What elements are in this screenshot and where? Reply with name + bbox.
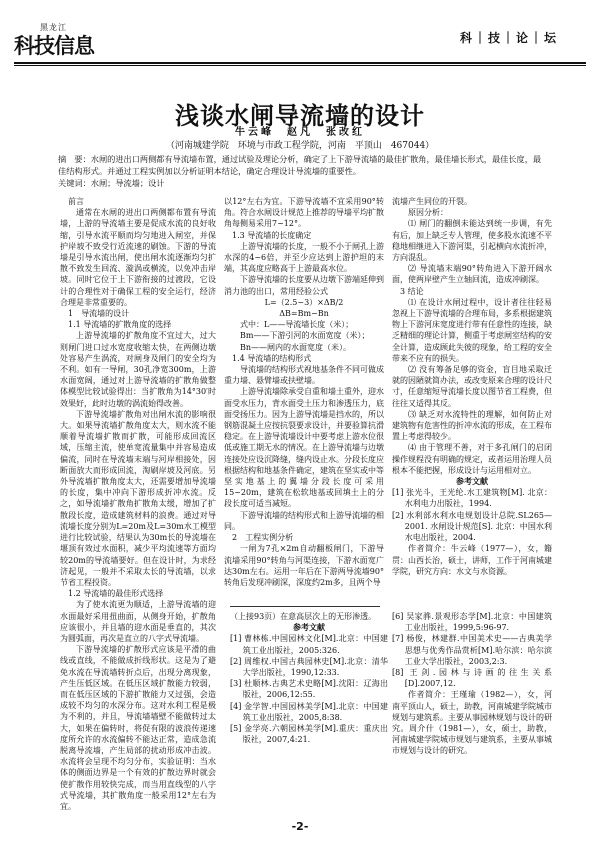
col1-paragraph: 前言 [68, 197, 84, 206]
header-rule [14, 62, 586, 64]
col3-paragraph: ⑶ 缺乏对水流特性的理解，如何防止对建筑物有危害性的折冲水流的形成，在工程布置上考虑得较少。 [392, 409, 552, 442]
col5-paragraph: [8] 王剑.园林与诗画的往生关系[D].2007,12. [392, 668, 552, 689]
col3-paragraph: ⑴ 闸门的翻倒未能达到统一步调，有先有后，加上缺乏专人管理，使多股水流速不平稳地相继进入下游河渠，引起横向水流折冲，方向混乱。 [392, 219, 552, 263]
col2-paragraph: 以12°左右为宜。下游导流墙不宜采用90°转角。符合水闸设计规范上推荐的导墙平均扩散角每侧易采用7~12°。 [224, 197, 384, 229]
col4-paragraph: 参考文献 [293, 623, 325, 633]
col1-paragraph: 1 导流墙的设计 [68, 309, 130, 319]
logo-text: 科技信息 [14, 34, 94, 58]
paper-title: 浅谈水闸导流墙的设计 [175, 102, 425, 130]
column-1 [60, 196, 216, 812]
column-3 [392, 196, 552, 577]
col2-paragraph: 一闸为7孔×2m自动翻板闸门，下游导流墙采用90°转角与河渠连接，下游水面宽广达30m左右。运用一年后在下游两导流墙90°转角后发现冲刷深，深度约2m多，且两个导 [224, 544, 384, 587]
affiliation: （河南城建学院 环境与市政工程学院，河南 平顶山 467044） [165, 141, 435, 151]
col2-paragraph: 下游导流墙的结构形式和上游导流墙的相同。 [224, 510, 384, 531]
col4-paragraph: [4] 金学智.中国园林美学[M].北京：中国建筑工业出版社，2005,8:38. [230, 701, 388, 722]
col1-paragraph: 为了使水流更为顺适，上游导流墙的迎水面最好采用扭曲面，从侧身开始，扩散角应该很小，并且墙的迎水面是垂直的，其次为圆弧面，再次是直立的八字式导流墙。 [60, 600, 216, 643]
col3-paragraph: ⑷ 由于管理不善，对于多孔闸门的启闭操作规程没有明确的规定，或者运用治理人员根本不能把握，形成设计与运用相对立。 [392, 443, 552, 475]
col1-paragraph: 1.2 导流墙的最佳形式选择 [68, 589, 164, 599]
col4-paragraph: [5] 金学亮.六朝园林美学[M].重庆：重庆出版社，2007,4:21. [230, 724, 388, 745]
section-label: 科｜技｜论｜坛 [460, 31, 559, 45]
col2-paragraph: Bm——下游引河的水面宽度（米）； [240, 331, 370, 341]
col2-paragraph: 导流墙的结构形式视地基条件不同可做成重力墙、悬臂墙或扶壁墙。 [224, 365, 384, 386]
abstract: 摘 要：水闸的进出口两侧都有导流墙布置，通过试验及理论分析，确定了上下游导流墙的最佳扩散角，最佳墙长形式，最佳长度，最佳结构形式。并通过工程实例加以分析证明本结论，确定合理设计导流墙的重要性。 [58, 154, 542, 176]
col1-paragraph: 通常在水闸的进出口两侧都布置有导流墙，上游的导流墙主要是促成水流的良好收缩，引导水流平顺而均匀地进入闸室，并保护岸坡不致受行近流速的刷蚀。下游的导流墙是引导水流出闸，使出闸水流逐渐均匀扩散不致发生回流、漩涡或横流，以免冲击岸坡。同时它位于上下游衔接的过渡段，它设计的合理性对于确保工程的安全运行，经济合理是非常重要的。 [60, 208, 216, 307]
col1-paragraph: 下游导流墙的扩散形式应该是平滑的曲线或直线，不能做成折线形状。这是为了避免水流在导流墙转折点后，出现分离现象，产生压低区域。在低压区域扩散能力较弱，而在低压区域的下游扩散能力又过强，会造成较不均匀的水深分布。这对水利工程是极为不利的，并且，导流墙墙壁不能做转过太大，如果在偏转时，将促有限的波浪传递速度所允许的水流偏转不能达正常，造成急流脱离导流墙，产生局部的扰动形成冲击波。水流将会呈现不均匀分布，实验证明：当水体的侧面边界是一个有效的扩散边界时就会使扩散作用较快完成，而当用直线型的八字式导流墙，其扩散角度一般采用12°左右为宜。 [60, 645, 216, 811]
col2-paragraph: ΔB=Bm−Bn [279, 309, 329, 319]
col3-paragraph: 参考文献 [456, 477, 488, 487]
col1-paragraph: 1.1 导流墙的扩散角度的选择 [68, 320, 172, 330]
header-rule-thin [14, 65, 586, 66]
page-number: -2- [291, 820, 309, 833]
col5-paragraph: [6] 吴家骅.景观形态学[M].北京：中国建筑工业出版社，1999,5:96-97. [392, 612, 552, 633]
col5-paragraph: 作者简介：王瑾瑜（1982—），女，河南平顶山人，硕士，助教，河南城建学院城市规划与建筑系。主要从事园林规划与设计的研究。周介什（1981—），女，硕士，助教，河南城建学院城市规划与建筑系，主要从事城市规划与设计的研究。 [392, 690, 552, 756]
col3-paragraph: ⑴ 在设计水闸过程中，设计者往往轻易忽视上下游导流墙的合理布局，多系根据建筑物上下游河床宽度进行带有任意性的连接，缺乏精细的理论计算，侧重于考虑闸室结构的安全计算，造成顾此失彼的现象，给工程的安全带来不应有的损失。 [392, 297, 552, 363]
col4-paragraph: [2] 周维权.中国古典园林史[M].北京：清华大学出版社，1990,12:33. [230, 656, 388, 678]
col3-paragraph: [2] 水利部水利水电规划设计总院.SL265—2001. 水闸设计规范[S]. 北京：中国水利水电出版社，2004. [392, 510, 552, 543]
column-4-continued [230, 611, 388, 745]
col2-paragraph: 上游导流墙除承受自重和墙土重外，迎水面受水压力，背水面受土压力和渗透压力，底面受扬压力。因为上游导流墙是挡水的，所以钢筋混凝土应按抗裂要求设计，并要验算抗滑稳定。在上游导流墙设计中要考虑上游水位很低或施工期无水的情况。在上游导流墙与边墩连接处应设沉降缝，缝内设止水。分段长度应根据结构和地基条件确定，建筑在坚实或中等坚实地基上的翼墙分段长度可采用15~20m，建筑在松软地基或回填土上的分段长度可适当减短。 [224, 387, 384, 509]
col3-paragraph: ⑵ 没有筹备足够的资金，盲目地采取迁就的因陋就简办法，或改变原来合理的设计尺寸，任意缩短导流墙长度以图节省工程费，但往往又适得其反。 [392, 365, 552, 408]
col3-paragraph: ⑵ 导流墙末端90°转角进入下游开阔水面，使两岸壁产生立轴回流，造成冲刷深。 [392, 264, 552, 285]
col3-paragraph: 3 结论 [400, 286, 424, 296]
col4-paragraph: [3] 杜顺林.古典艺术史略[M].沈阳：辽海出版社，2006,12:55. [230, 679, 388, 700]
col2-paragraph: 上游导流墙的长度，一般不小于闸孔上游水深的4~6倍，并至少应达到上游护坦的末端，其高度应略高于上游最高水位。 [224, 241, 384, 274]
col2-paragraph: 2 工程实例分析 [232, 533, 294, 543]
col2-paragraph: 下游导流墙的长度要从边墩下游端延伸到消力池的出口，常用经验公式 [224, 275, 384, 296]
col3-paragraph: 流墙产生同位的开裂。 [392, 197, 472, 206]
col3-paragraph: 原因分析： [408, 208, 448, 218]
column-5-references [392, 611, 552, 757]
col5-paragraph: [7] 杨俊，林建群.中国美术史——古典美学思想与优秀作品赏析[M].哈尔滨：哈尔滨工业大学出版社，2003,2:3. [392, 634, 552, 666]
column-2 [224, 196, 384, 588]
col1-paragraph: 下游导流墙扩散角对出闸水流的影响很大。如果导流墙扩散角度太大，则水流不能顺着导流墙扩散而扩散，可能形成回流区域，压缩主流，使单宽流量集中并容易造成偏流，同时在导流墙末端与河岸相接处，因断面放大而形成回流，淘刷岸坡及河底。另外导流墙扩散角度太大，还需要增加导流墙的长度，集中冲向下游形成折冲水流。反之，如导流墙扩散角扩散角太缓，增加了扩散段长度，造成建筑材料的浪费。通过对导流墙长度分别为L=20m及L=30m水工模型进行比较试验，结果认为30m长的导流墙在堰顶有效过水面积，减少平均流速等方面均较20m的导流墙要好。但在设计时，为求经济起见，一般并不采取太长的导流墙，以求节省工程投资。 [60, 409, 216, 587]
col2-paragraph: Bn——闸内的水面宽度（米）。 [240, 342, 352, 352]
col2-paragraph: L=（2.5~3）×ΔB/2 [264, 297, 344, 307]
keywords: 关键词：水闸；导流墙；设计 [58, 178, 165, 188]
col3-paragraph: [1] 张光斗，王光纶.水工建筑物[M]. 北京：水利电力出版社，1994. [392, 488, 552, 509]
journal-logo [14, 22, 112, 60]
authors: 牛云峰 赵凡 张改红 [235, 127, 365, 138]
col4-paragraph: （上接93页）在意高层次上的无形渗透。 [230, 612, 377, 621]
col2-paragraph: 1.3 导流墙的长度确定 [232, 230, 312, 240]
col3-paragraph: 作者简介：牛云峰（1977—），女，籍贯：山西长治，硕士，讲师，工作于河南城建学院，研究方向：水文与水资源。 [392, 544, 552, 576]
continuation-divider [230, 606, 380, 607]
col4-paragraph: [1] 曹林栋.中国园林文化[M].北京：中国建筑工业出版社，2005:326. [230, 634, 388, 655]
col2-paragraph: 1.4 导流墙的结构形式 [232, 353, 312, 363]
col2-paragraph: 式中：L——导流墙长度（米）； [240, 320, 354, 330]
logo-subtitle: 黑龙江 [40, 23, 67, 32]
col1-paragraph: 上游导流墙的扩散角度不宜过大，过大则闸门进口过水宽度收缩太快，在两侧边墩处容易产生涡流，对闸身及闸门的安全均为不利。如有一导闸，30孔净宽300m，上游水面宽阔，通过对上游导流墙的扩散角做整体模型比较试验得出：当扩散角为14°30′时效果好，此时边墩的涡流始得改善。 [60, 331, 216, 408]
